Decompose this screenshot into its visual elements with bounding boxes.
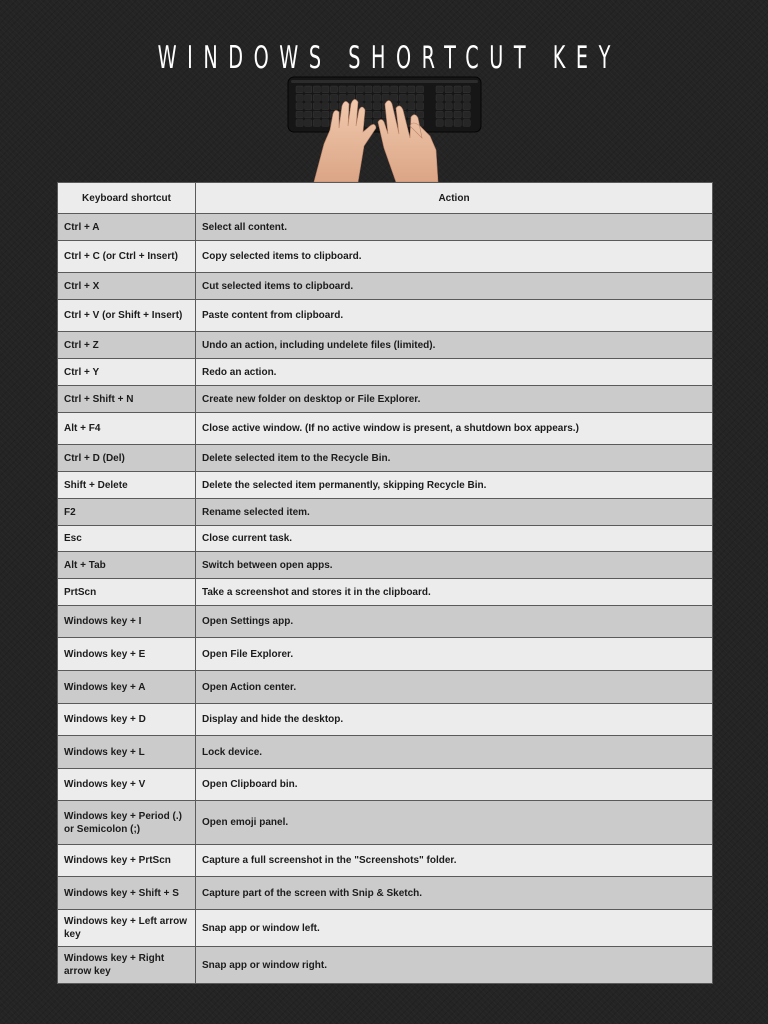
- keyboard-key: [330, 86, 337, 93]
- numpad-key: [463, 111, 470, 118]
- keyboard-key: [382, 94, 389, 101]
- keyboard-key: [305, 86, 312, 93]
- action-cell: Redo an action.: [196, 359, 713, 386]
- keyboard-key: [322, 94, 329, 101]
- shortcut-cell: Windows key + Period (.) or Semicolon (;): [58, 801, 196, 845]
- keyboard-key: [408, 103, 415, 110]
- keyboard-key: [399, 86, 406, 93]
- action-cell: Open Action center.: [196, 671, 713, 704]
- numpad-key: [463, 86, 470, 93]
- action-cell: Delete the selected item permanently, skipping Recycle Bin.: [196, 472, 713, 499]
- action-cell: Switch between open apps.: [196, 552, 713, 579]
- table-row: [58, 801, 713, 845]
- shortcut-cell: Windows key + Left arrow key: [58, 910, 196, 947]
- shortcut-cell: Ctrl + A: [58, 214, 196, 241]
- action-cell: Delete selected item to the Recycle Bin.: [196, 445, 713, 472]
- table-row: [58, 579, 713, 606]
- keyboard-key: [313, 120, 320, 127]
- table-row: [58, 413, 713, 445]
- keyboard-key: [296, 86, 303, 93]
- shortcut-cell: Ctrl + V (or Shift + Insert): [58, 300, 196, 332]
- action-cell: Open emoji panel.: [196, 801, 713, 845]
- table-row: [58, 910, 713, 947]
- table-row: [58, 332, 713, 359]
- shortcut-cell: Esc: [58, 526, 196, 552]
- table-row: [58, 445, 713, 472]
- shortcut-cell: Alt + Tab: [58, 552, 196, 579]
- keyboard-key: [313, 103, 320, 110]
- action-cell: Create new folder on desktop or File Explorer.: [196, 386, 713, 413]
- table-row: [58, 552, 713, 579]
- keyboard-key: [391, 94, 398, 101]
- keyboard-key: [339, 94, 346, 101]
- table-row: [58, 300, 713, 332]
- keyboard-key: [365, 94, 372, 101]
- action-cell: Open Clipboard bin.: [196, 769, 713, 801]
- table-row: [58, 386, 713, 413]
- shortcut-cell: PrtScn: [58, 579, 196, 606]
- shortcut-cell: Ctrl + C (or Ctrl + Insert): [58, 241, 196, 273]
- table-header-row: [58, 183, 713, 214]
- keyboard-key: [356, 94, 363, 101]
- numpad-key: [445, 111, 452, 118]
- keyboard-key: [322, 111, 329, 118]
- column-header-shortcut: Keyboard shortcut: [58, 183, 196, 214]
- keyboard-key: [356, 86, 363, 93]
- numpad-key: [436, 120, 443, 127]
- table-row: [58, 273, 713, 300]
- action-cell: Lock device.: [196, 736, 713, 769]
- action-cell: Cut selected items to clipboard.: [196, 273, 713, 300]
- shortcut-cell: Windows key + I: [58, 606, 196, 638]
- numpad-key: [454, 86, 461, 93]
- action-cell: Rename selected item.: [196, 499, 713, 526]
- keyboard-key: [330, 94, 337, 101]
- action-cell: Open File Explorer.: [196, 638, 713, 671]
- keyboard-key: [313, 86, 320, 93]
- action-cell: Paste content from clipboard.: [196, 300, 713, 332]
- shortcut-cell: Windows key + V: [58, 769, 196, 801]
- keyboard-key: [365, 103, 372, 110]
- table-row: [58, 241, 713, 273]
- numpad-key: [436, 86, 443, 93]
- table-row: [58, 736, 713, 769]
- shortcut-cell: Windows key + A: [58, 671, 196, 704]
- keyboard-key: [313, 94, 320, 101]
- action-cell: Select all content.: [196, 214, 713, 241]
- numpad-key: [445, 103, 452, 110]
- shortcut-cell: Windows key + Right arrow key: [58, 947, 196, 984]
- table-row: [58, 845, 713, 877]
- column-header-action: Action: [196, 183, 713, 214]
- keyboard-key: [391, 86, 398, 93]
- numpad-key: [454, 120, 461, 127]
- action-cell: Snap app or window left.: [196, 910, 713, 947]
- keyboard-key: [313, 111, 320, 118]
- numpad-key: [436, 103, 443, 110]
- keyboard-key: [373, 111, 380, 118]
- keyboard-key: [305, 111, 312, 118]
- numpad-key: [463, 120, 470, 127]
- keyboard-key: [296, 111, 303, 118]
- keyboard-key: [373, 94, 380, 101]
- action-cell: Copy selected items to clipboard.: [196, 241, 713, 273]
- keyboard-key: [339, 86, 346, 93]
- table-row: [58, 671, 713, 704]
- action-cell: Undo an action, including undelete files (limited).: [196, 332, 713, 359]
- shortcut-cell: Ctrl + X: [58, 273, 196, 300]
- action-cell: Close active window. (If no active window is present, a shutdown box appears.): [196, 413, 713, 445]
- keyboard-key: [408, 94, 415, 101]
- action-cell: Capture part of the screen with Snip & Sketch.: [196, 877, 713, 910]
- numpad-key: [454, 94, 461, 101]
- action-cell: Take a screenshot and stores it in the clipboard.: [196, 579, 713, 606]
- shortcut-cell: Ctrl + Shift + N: [58, 386, 196, 413]
- keyboard-key: [322, 120, 329, 127]
- keyboard-key: [322, 86, 329, 93]
- table-row: [58, 704, 713, 736]
- table-row: [58, 214, 713, 241]
- page-title: WINDOWS SHORTCUT KEY: [157, 40, 621, 76]
- keyboard-key: [348, 86, 355, 93]
- table-row: [58, 769, 713, 801]
- shortcut-cell: Alt + F4: [58, 413, 196, 445]
- table-row: [58, 526, 713, 552]
- keyboard-key: [399, 94, 406, 101]
- keyboard-key: [296, 94, 303, 101]
- keyboard-key: [408, 86, 415, 93]
- numpad-key: [436, 111, 443, 118]
- numpad-key: [445, 86, 452, 93]
- shortcut-cell: Windows key + Shift + S: [58, 877, 196, 910]
- keyboard-key: [322, 103, 329, 110]
- shortcut-cell: Shift + Delete: [58, 472, 196, 499]
- shortcut-cell: Ctrl + Y: [58, 359, 196, 386]
- keyboard-typing-illustration: [284, 74, 484, 182]
- numpad-key: [463, 94, 470, 101]
- numpad-key: [454, 111, 461, 118]
- action-cell: Capture a full screenshot in the "Screenshots" folder.: [196, 845, 713, 877]
- keyboard-key: [416, 86, 423, 93]
- keyboard-key: [296, 120, 303, 127]
- shortcut-cell: Windows key + PrtScn: [58, 845, 196, 877]
- numpad-key: [436, 94, 443, 101]
- shortcut-cell: F2: [58, 499, 196, 526]
- keyboard-key: [296, 103, 303, 110]
- keyboard-key: [305, 120, 312, 127]
- keyboard-key: [365, 111, 372, 118]
- keyboard-key: [373, 103, 380, 110]
- shortcut-cell: Windows key + D: [58, 704, 196, 736]
- table-row: [58, 638, 713, 671]
- numpad-key: [445, 94, 452, 101]
- keyboard-key: [305, 94, 312, 101]
- numpad-key: [445, 120, 452, 127]
- shortcut-cell: Windows key + E: [58, 638, 196, 671]
- numpad-key: [463, 103, 470, 110]
- keyboard-key: [416, 94, 423, 101]
- keyboard-key: [365, 86, 372, 93]
- keyboard-key: [382, 86, 389, 93]
- keyboard-key: [416, 103, 423, 110]
- table-row: [58, 499, 713, 526]
- table-row: [58, 472, 713, 499]
- table-row: [58, 947, 713, 984]
- numpad-key: [454, 103, 461, 110]
- table-row: [58, 877, 713, 910]
- shortcut-cell: Ctrl + D (Del): [58, 445, 196, 472]
- shortcut-cell: Windows key + L: [58, 736, 196, 769]
- keyboard-key: [373, 86, 380, 93]
- shortcuts-table: [57, 182, 713, 984]
- action-cell: Display and hide the desktop.: [196, 704, 713, 736]
- table-row: [58, 606, 713, 638]
- action-cell: Snap app or window right.: [196, 947, 713, 984]
- shortcut-cell: Ctrl + Z: [58, 332, 196, 359]
- action-cell: Close current task.: [196, 526, 713, 552]
- keyboard-key: [305, 103, 312, 110]
- action-cell: Open Settings app.: [196, 606, 713, 638]
- table-row: [58, 359, 713, 386]
- keyboard-key: [330, 103, 337, 110]
